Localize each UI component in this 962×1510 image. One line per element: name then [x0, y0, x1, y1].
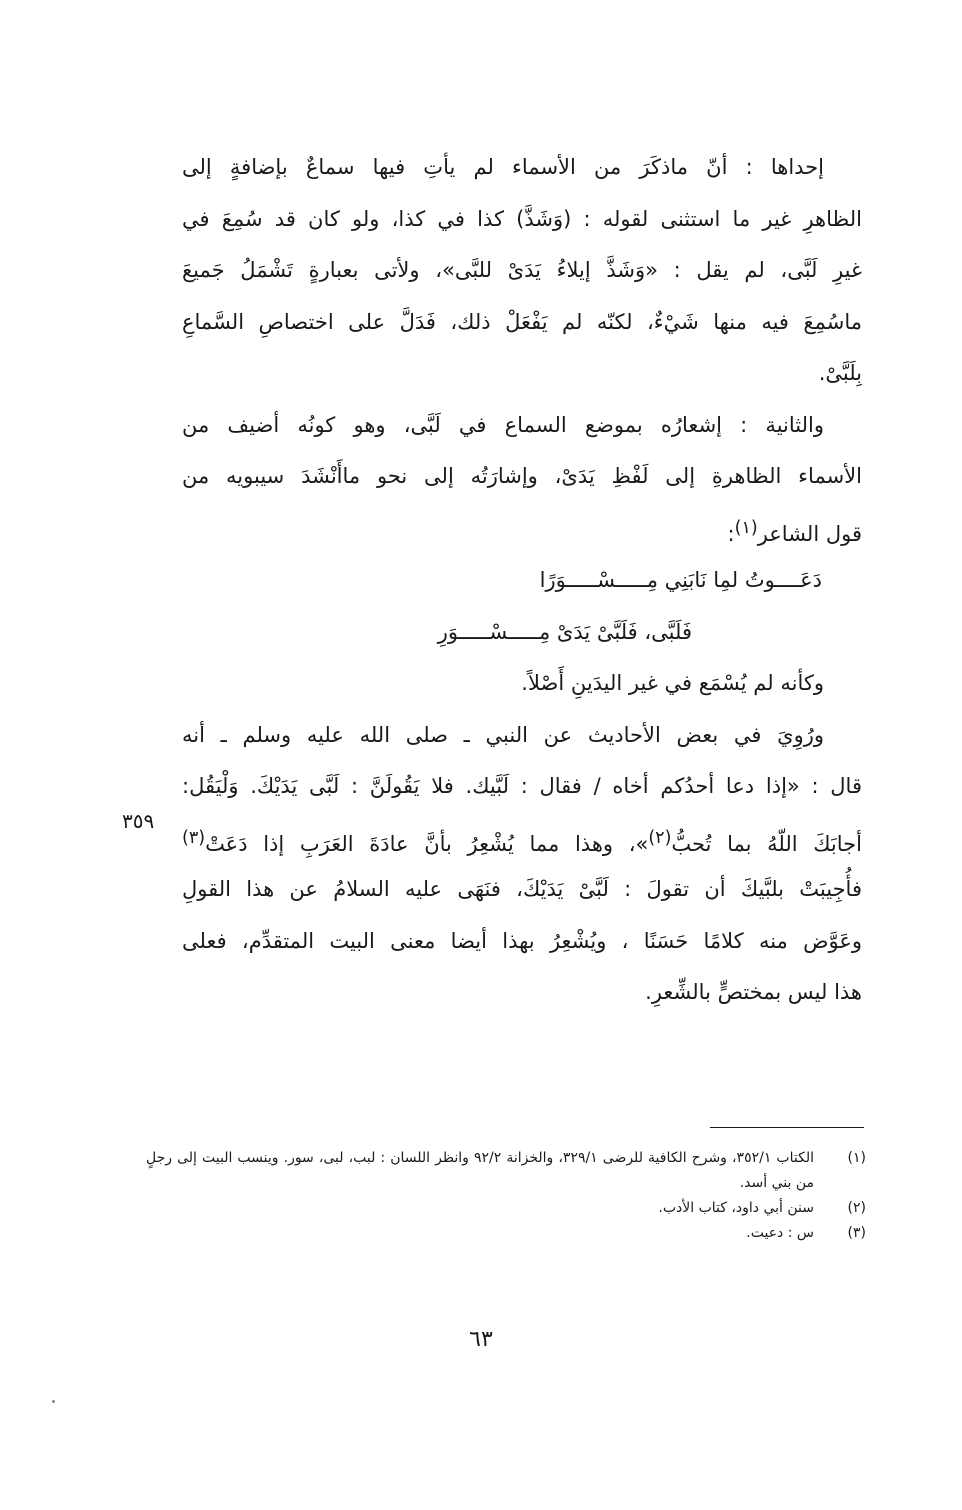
text-line [182, 813, 862, 865]
text-line: ورُوِيَ في بعض الأحاديث عن النبي ـ صلى الله عليه وسلم ـ أنه [182, 722, 824, 747]
text-fragment: أجابَكَ اللّهُ بما تُحبُّ [671, 831, 862, 856]
text-line: غيرِ لَبَّى، لم يقل : «وَشَذَّ إيلاءُ يَدَىْ للبَّى»، ولأتى بعبارةٍ تَشْمَلُ جَميعَ [182, 258, 862, 282]
text-line: هذا ليس بمختصٍّ بالشِّعرِ. [645, 980, 862, 1004]
footnote [146, 1146, 866, 1196]
text-line: ماسُمِعَ فيه منها شَيْءٌ، لكنّه لم يَفْعَلْ ذلك، فَدَلَّ على اختصاصِ السَّماعِ [182, 309, 862, 334]
text-line: الأسماء الظاهرةِ إلى لَفْظِ يَدَىْ، وإشارَتُه إلى نحو ماأَنْشَدَ سيبويه من [182, 464, 862, 488]
footnote-separator [710, 1127, 864, 1128]
text-fragment: قول الشاعر [757, 521, 862, 546]
text-line: فأُجِيبَتْ بلبَّيكَ أن تقولَ : لَبَّىْ يَدَيْكَ، فنَهَى عليه السلامُ عن هذا القولِ [182, 877, 862, 901]
scan-speck [52, 1400, 55, 1403]
text-fragment: »، وهذا مما يُشْعِرُ بأنَّ عادَةَ العَرَبِ إذا دَعَتْ [205, 831, 649, 856]
footnote [146, 1196, 866, 1221]
text-line: بِلَبَّىْ. [818, 361, 862, 385]
footnote-ref: (١) [734, 517, 758, 538]
footnote [146, 1221, 866, 1246]
main-text [182, 142, 862, 1019]
text-line: وكأنه لم يُسْمَع في غير اليدَينِ أَصْلاً. [521, 671, 824, 695]
margin-page-number: ٣٥٩ [122, 809, 155, 833]
footnote-text: الكتاب ٣٥٢/١، وشرح الكافية للرضى ٣٢٩/١، والخزانة ٩٢/٢ وانظر اللسان : لبب، لبى، سور. وينسب البيت إلى رجلٍ من بني أسد. [146, 1150, 814, 1191]
footnote-text: سنن أبي داود، كتاب الأدب. [658, 1200, 814, 1216]
footnote-number: (٢) [847, 1200, 866, 1216]
footnotes [146, 1146, 866, 1246]
footnote-ref: (٣) [182, 827, 206, 848]
footnote-number: (٣) [847, 1225, 866, 1241]
text-line: وعَوَّض منه كلامًا حَسَنًا ، ويُشْعِرُ بهذا أيضا معنى البيت المتقدِّم، فعلى [182, 928, 862, 953]
footnote-text: س : دعيت. [746, 1225, 814, 1241]
text-line: إحداها : أنّ ماذكَرَ من الأسماء لم يأتِ فيها سماعٌ بإضافةٍ إلى [182, 155, 824, 179]
text-line [182, 503, 862, 555]
verse-line: دَعَــــوتُ لمِا نَابَنِي مِـــــسْـــــوَرًا [539, 568, 822, 592]
text-fragment: : [727, 521, 735, 546]
verse-line: فَلَبَّى، فَلَبَّىْ يَدَىْ مِـــــسْـــــوَرِ [437, 620, 692, 644]
footnote-ref: (٢) [648, 827, 672, 848]
text-line: قال : «إذا دعا أحدُكم أخاه / فقال : لَبَّيك. فلا يَقُولَنَّ : لَبَّى يَدَيْكَ. وَلْيَقُل: [182, 774, 862, 798]
text-line: الظاهرِ غير ما استثنى لقوله : (وَشَذَّ) كذا في كذا، ولو كان قد سُمِعَ في [182, 206, 862, 231]
footnote-number: (١) [847, 1150, 866, 1166]
text-line: والثانية : إشعارُه بموضع السماع في لَبَّى، وهو كونُه أضيف من [182, 412, 824, 437]
page-number: ٦٣ [469, 1327, 493, 1352]
